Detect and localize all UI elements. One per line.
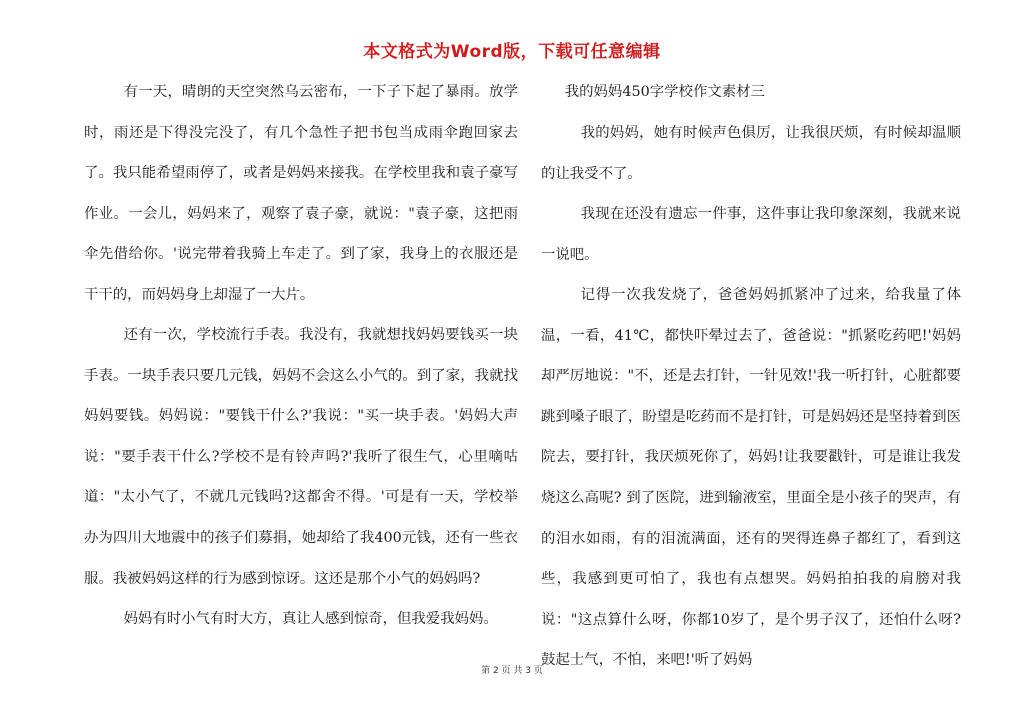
left-paragraph-2: 还有一次，学校流行手表。我没有，我就想找妈妈要钱买一块手表。一块手表只要几元钱，妈妈不会这么小气的。到了家，我就找妈妈要钱。妈妈说："要钱干什么?'我说："买一块手表。'妈妈大声说："要手表干什么?学校不是有铃声吗?'我听了很生气，心里嘀咕道："太小气了，不就几元钱吗?这都舍不得。'可是有一天，学校举办为四川大地震中的孩子们募捐，她却给了我400元钱，还有一些衣服。我被妈妈这样的行为感到惊讶。这还是那个小气的妈妈吗? bbox=[84, 327, 518, 587]
page-header-title: 本文格式为Word版，下载可任意编辑 bbox=[363, 42, 661, 62]
page-number-footer: 第 2 页 共 3 页 bbox=[481, 666, 543, 676]
right-paragraph-3: 记得一次我发烧了，爸爸妈妈抓紧冲了过来，给我量了体温，一看，41℃，都快吓晕过去了，爸爸说："抓紧吃药吧!'妈妈却严厉地说："不，还是去打针，一针见效!'我一听打针，心脏都要跳到嗓子眼了，盼望是吃药而不是打针，可是妈妈还是坚持着到医院去，要打针，我厌烦死你了，妈妈!让我要戳针，可是谁让我发烧这么高呢? 到了医院，进到输液室，里面全是小孩子的哭声，有的泪水如雨，有的泪流满面，还有的哭得连鼻子都红了，看到这些，我感到更可怕了，我也有点想哭。妈妈拍拍我的肩膀对我说："这点算什么呀，你都10岁了，是个男子汉了，还怕什么呀?鼓起士气，不怕，来吧!'听了妈妈 bbox=[541, 287, 961, 669]
left-paragraph-3: 妈妈有时小气有时大方，真让人感到惊奇，但我爱我妈妈。 bbox=[123, 611, 498, 627]
section-title: 我的妈妈450字学校作文素材三 bbox=[564, 84, 765, 100]
right-paragraph-1: 我的妈妈，她有时候声色俱厉，让我很厌烦，有时候却温顺的让我受不了。 bbox=[541, 125, 961, 182]
right-paragraph-2: 我现在还没有遗忘一件事，这件事让我印象深刻，我就来说一说吧。 bbox=[541, 206, 961, 263]
left-paragraph-1: 有一天，晴朗的天空突然乌云密布，一下子下起了暴雨。放学时，雨还是下得没完没了，有几个急性子把书包当成雨伞跑回家去了。我只能希望雨停了，或者是妈妈来接我。在学校里我和袁子豪写作业。一会儿，妈妈来了，观察了袁子豪，就说："袁子豪，这把雨伞先借给你。'说完带着我骑上车走了。到了家，我身上的衣服还是干干的，而妈妈身上却湿了一大片。 bbox=[84, 84, 518, 303]
